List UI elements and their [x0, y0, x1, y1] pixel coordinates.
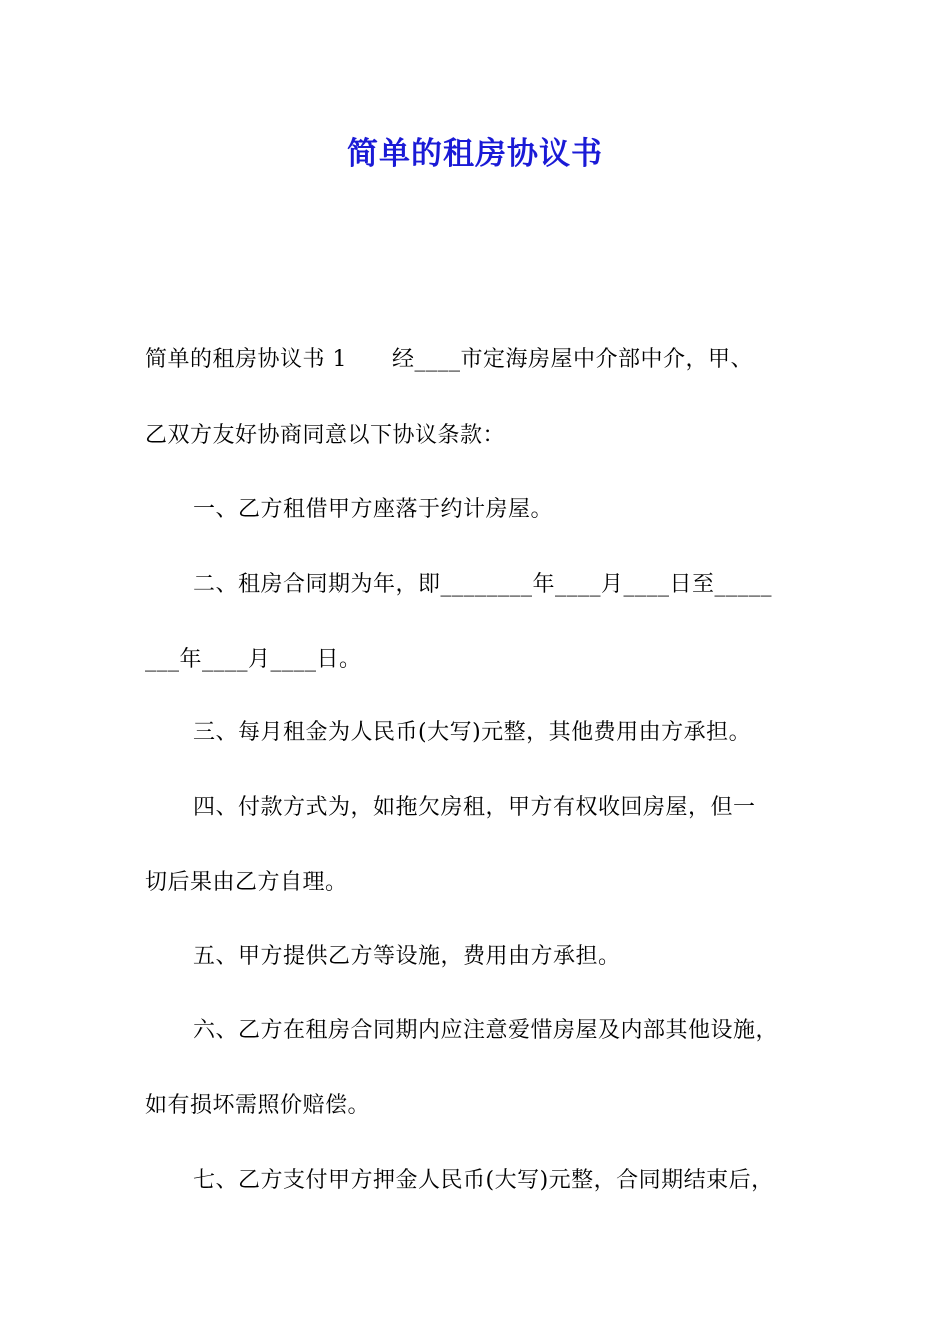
clause-6: 六、乙方在租房合同期内应注意爱惜房屋及内部其他设施，	[193, 1018, 779, 1043]
clause-4-continued: 切后果由乙方自理。	[145, 870, 348, 895]
clause-6-continued: 如有损坏需照价赔偿。	[145, 1093, 371, 1118]
clause-4: 四、付款方式为，如拖欠房租，甲方有权收回房屋，但一	[193, 795, 756, 820]
clause-2-continued: ___年____月____日。	[145, 647, 362, 672]
document-title: 简单的租房协议书	[347, 136, 603, 172]
body-line-2: 乙双方友好协商同意以下协议条款：	[145, 423, 506, 448]
body-line-1: 简单的租房协议书 1 经____市定海房屋中介部中介，甲、	[145, 347, 753, 372]
clause-5: 五、甲方提供乙方等设施，费用由方承担。	[193, 944, 621, 969]
clause-1: 一、乙方租借甲方座落于约计房屋。	[193, 497, 554, 522]
clause-7: 七、乙方支付甲方押金人民币(大写)元整，合同期结束后，	[193, 1168, 774, 1193]
clause-3: 三、每月租金为人民币(大写)元整，其他费用由方承担。	[193, 720, 752, 745]
clause-2: 二、租房合同期为年，即________年____月____日至_____	[193, 572, 773, 597]
